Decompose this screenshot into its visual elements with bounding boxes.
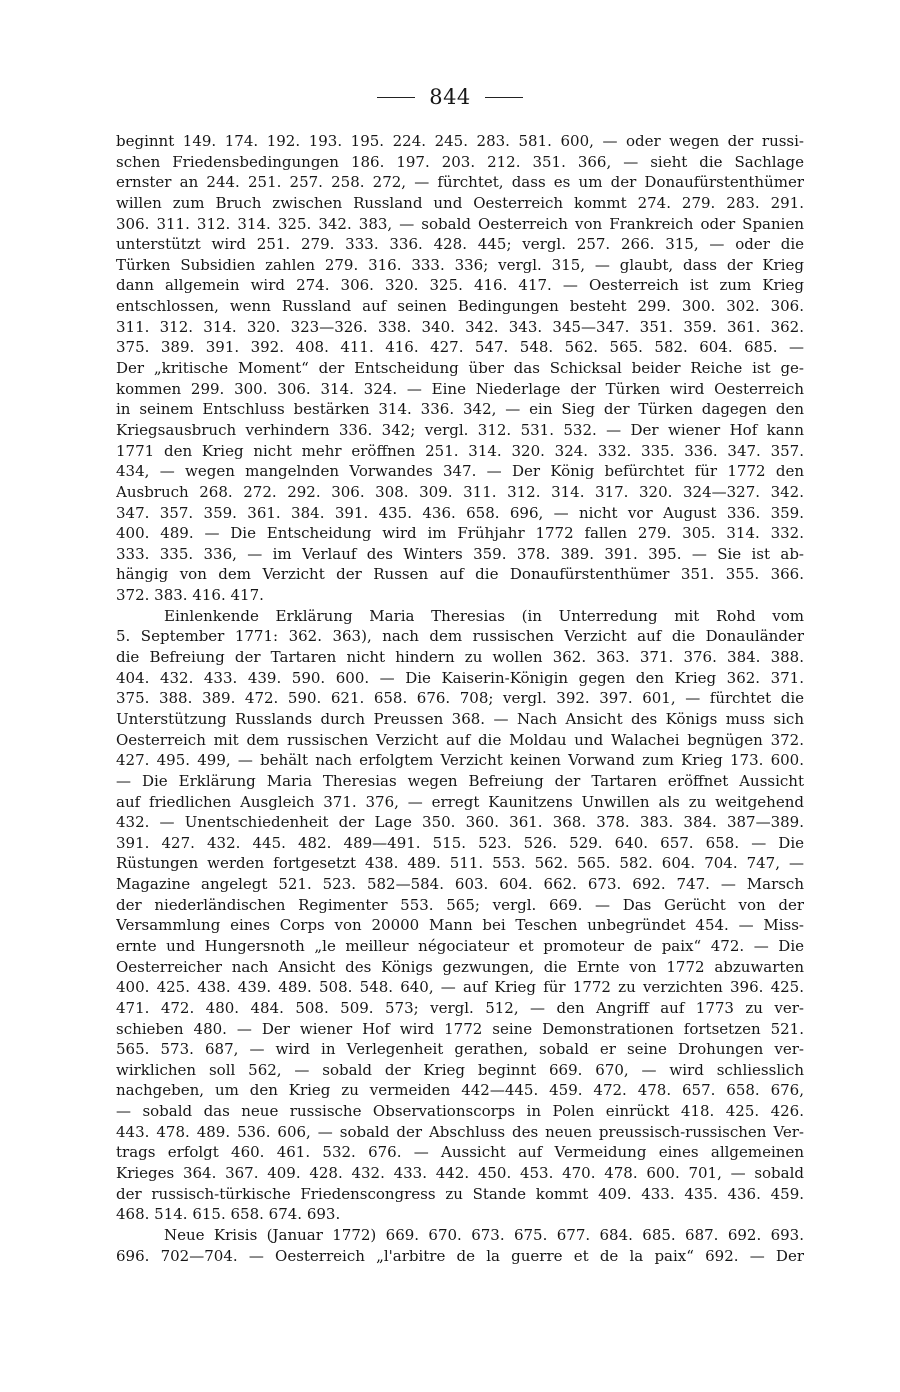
text-line: 427. 495. 499, — behält nach erfolgtem Verzicht keinen Vorwand zum Krieg 173. 600. — [116, 751, 804, 770]
text-line: 306. 311. 312. 314. 325. 342. 383, — sobald Oesterreich von Frankreich oder Spanien — [116, 214, 804, 233]
text-line: 404. 432. 433. 439. 590. 600. — Die Kaiserin-Königin gegen den Krieg 362. 371. — [116, 668, 804, 687]
text-line: unterstützt wird 251. 279. 333. 336. 428. 445; vergl. 257. 266. 315, — oder die — [116, 235, 804, 254]
index-text-body — [116, 131, 804, 1266]
text-line: 375. 389. 391. 392. 408. 411. 416. 427. 547. 548. 562. 565. 582. 604. 685. — — [116, 338, 804, 357]
page-header — [0, 85, 900, 109]
text-line: Ausbruch 268. 272. 292. 306. 308. 309. 311. 312. 314. 317. 320. 324—327. 342. — [116, 482, 804, 501]
text-line: 1771 den Krieg nicht mehr eröffnen 251. 314. 320. 324. 332. 335. 336. 347. 357. — [116, 441, 804, 460]
page-number: 844 — [429, 85, 471, 109]
text-line: Magazine angelegt 521. 523. 582—584. 603. 604. 662. 673. 692. 747. — Marsch — [116, 875, 804, 894]
text-line: — Die Erklärung Maria Theresias wegen Befreiung der Tartaren eröffnet Aussicht — [116, 771, 804, 790]
text-line: Versammlung eines Corps von 20000 Mann bei Teschen unbegründet 454. — Miss- — [116, 916, 804, 935]
text-line: nachgeben, um den Krieg zu vermeiden 442—445. 459. 472. 478. 657. 658. 676, — [116, 1081, 804, 1100]
text-line: Neue Krisis (Januar 1772) 669. 670. 673. 675. 677. 684. 685. 687. 692. 693. — [164, 1225, 804, 1244]
text-line: Rüstungen werden fortgesetzt 438. 489. 511. 553. 562. 565. 582. 604. 704. 747, — — [116, 854, 804, 873]
text-line: Einlenkende Erklärung Maria Theresias (in Unterredung mit Rohd vom — [164, 606, 804, 625]
text-line: schen Friedensbedingungen 186. 197. 203. 212. 351. 366, — sieht die Sachlage — [116, 152, 804, 171]
text-line: 347. 357. 359. 361. 384. 391. 435. 436. 658. 696, — nicht vor August 336. 359. — [116, 503, 804, 522]
text-line: 372. 383. 416. 417. — [116, 586, 264, 605]
paragraph — [116, 1225, 804, 1266]
text-line: 696. 702—704. — Oesterreich „l'arbitre de la guerre et de la paix“ 692. — Der — [116, 1246, 804, 1265]
text-line: 471. 472. 480. 484. 508. 509. 573; vergl. 512, — den Angriff auf 1773 zu ver- — [116, 998, 804, 1017]
text-line: trags erfolgt 460. 461. 532. 676. — Aussicht auf Vermeidung eines allgemeinen — [116, 1143, 804, 1162]
text-line: ernster an 244. 251. 257. 258. 272, — fürchtet, dass es um der Donaufürstenthümer — [116, 173, 804, 192]
text-line: Krieges 364. 367. 409. 428. 432. 433. 442. 450. 453. 470. 478. 600. 701, — sobald — [116, 1164, 804, 1183]
text-line: 5. September 1771: 362. 363), nach dem russischen Verzicht auf die Donauländer — [116, 627, 804, 646]
text-line: Kriegsausbruch verhindern 336. 342; vergl. 312. 531. 532. — Der wiener Hof kann — [116, 420, 804, 439]
text-line: Oesterreicher nach Ansicht des Königs gezwungen, die Ernte von 1772 abzuwarten — [116, 957, 804, 976]
text-line: 333. 335. 336, — im Verlauf des Winters 359. 378. 389. 391. 395. — Sie ist ab- — [116, 544, 804, 563]
text-line: wirklichen soll 562, — sobald der Krieg beginnt 669. 670, — wird schliesslich — [116, 1060, 804, 1079]
text-line: die Befreiung der Tartaren nicht hindern zu wollen 362. 363. 371. 376. 384. 388. — [116, 648, 804, 667]
text-line: 468. 514. 615. 658. 674. 693. — [116, 1205, 341, 1224]
text-line: — sobald das neue russische Observationscorps in Polen einrückt 418. 425. 426. — [116, 1102, 804, 1121]
paragraph — [116, 131, 804, 606]
text-line: ernte und Hungersnoth „le meilleur négociateur et promoteur de paix“ 472. — Die — [116, 936, 804, 955]
text-line: schieben 480. — Der wiener Hof wird 1772 seine Demonstrationen fortsetzen 521. — [116, 1019, 804, 1038]
text-line: 565. 573. 687, — wird in Verlegenheit gerathen, sobald er seine Drohungen ver- — [116, 1040, 804, 1059]
text-line: willen zum Bruch zwischen Russland und Oesterreich kommt 274. 279. 283. 291. — [116, 193, 804, 212]
paragraph — [116, 606, 804, 1225]
text-line: Türken Subsidien zahlen 279. 316. 333. 336; vergl. 315, — glaubt, dass der Krieg — [116, 255, 804, 274]
text-line: 400. 425. 438. 439. 489. 508. 548. 640, — auf Krieg für 1772 zu verzichten 396. 425. — [116, 978, 804, 997]
text-line: in seinem Entschluss bestärken 314. 336. 342, — ein Sieg der Türken dagegen den — [116, 400, 804, 419]
text-line: der russisch-türkische Friedenscongress zu Stande kommt 409. 433. 435. 436. 459. — [116, 1184, 804, 1203]
text-line: Der „kritische Moment“ der Entscheidung über das Schicksal beider Reiche ist ge- — [116, 359, 804, 378]
header-dash-left — [377, 97, 415, 98]
text-line: 375. 388. 389. 472. 590. 621. 658. 676. 708; vergl. 392. 397. 601, — fürchtet die — [116, 689, 804, 708]
text-line: entschlossen, wenn Russland auf seinen Bedingungen besteht 299. 300. 302. 306. — [116, 297, 804, 316]
text-line: 434, — wegen mangelnden Vorwandes 347. — Der König befürchtet für 1772 den — [116, 462, 804, 481]
text-line: der niederländischen Regimenter 553. 565; vergl. 669. — Das Gerücht von der — [116, 895, 804, 914]
text-line: hängig von dem Verzicht der Russen auf die Donaufürstenthümer 351. 355. 366. — [116, 565, 804, 584]
text-line: 311. 312. 314. 320. 323—326. 338. 340. 342. 343. 345—347. 351. 359. 361. 362. — [116, 317, 804, 336]
text-line: auf friedlichen Ausgleich 371. 376, — erregt Kaunitzens Unwillen als zu weitgehend — [116, 792, 804, 811]
header-dash-right — [485, 97, 523, 98]
text-line: 443. 478. 489. 536. 606, — sobald der Abschluss des neuen preussisch-russischen Ver- — [116, 1122, 804, 1141]
text-line: Unterstützung Russlands durch Preussen 368. — Nach Ansicht des Königs muss sich — [116, 709, 804, 728]
text-line: Oesterreich mit dem russischen Verzicht auf die Moldau und Walachei begnügen 372. — [116, 730, 804, 749]
text-line: beginnt 149. 174. 192. 193. 195. 224. 245. 283. 581. 600, — oder wegen der russi- — [116, 132, 804, 150]
text-line: 400. 489. — Die Entscheidung wird im Frühjahr 1772 fallen 279. 305. 314. 332. — [116, 524, 804, 543]
text-line: 432. — Unentschiedenheit der Lage 350. 360. 361. 368. 378. 383. 384. 387—389. — [116, 813, 804, 832]
text-line: dann allgemein wird 274. 306. 320. 325. 416. 417. — Oesterreich ist zum Krieg — [116, 276, 804, 295]
text-line: 391. 427. 432. 445. 482. 489—491. 515. 523. 526. 529. 640. 657. 658. — Die — [116, 833, 804, 852]
text-line: kommen 299. 300. 306. 314. 324. — Eine Niederlage der Türken wird Oesterreich — [116, 379, 804, 398]
